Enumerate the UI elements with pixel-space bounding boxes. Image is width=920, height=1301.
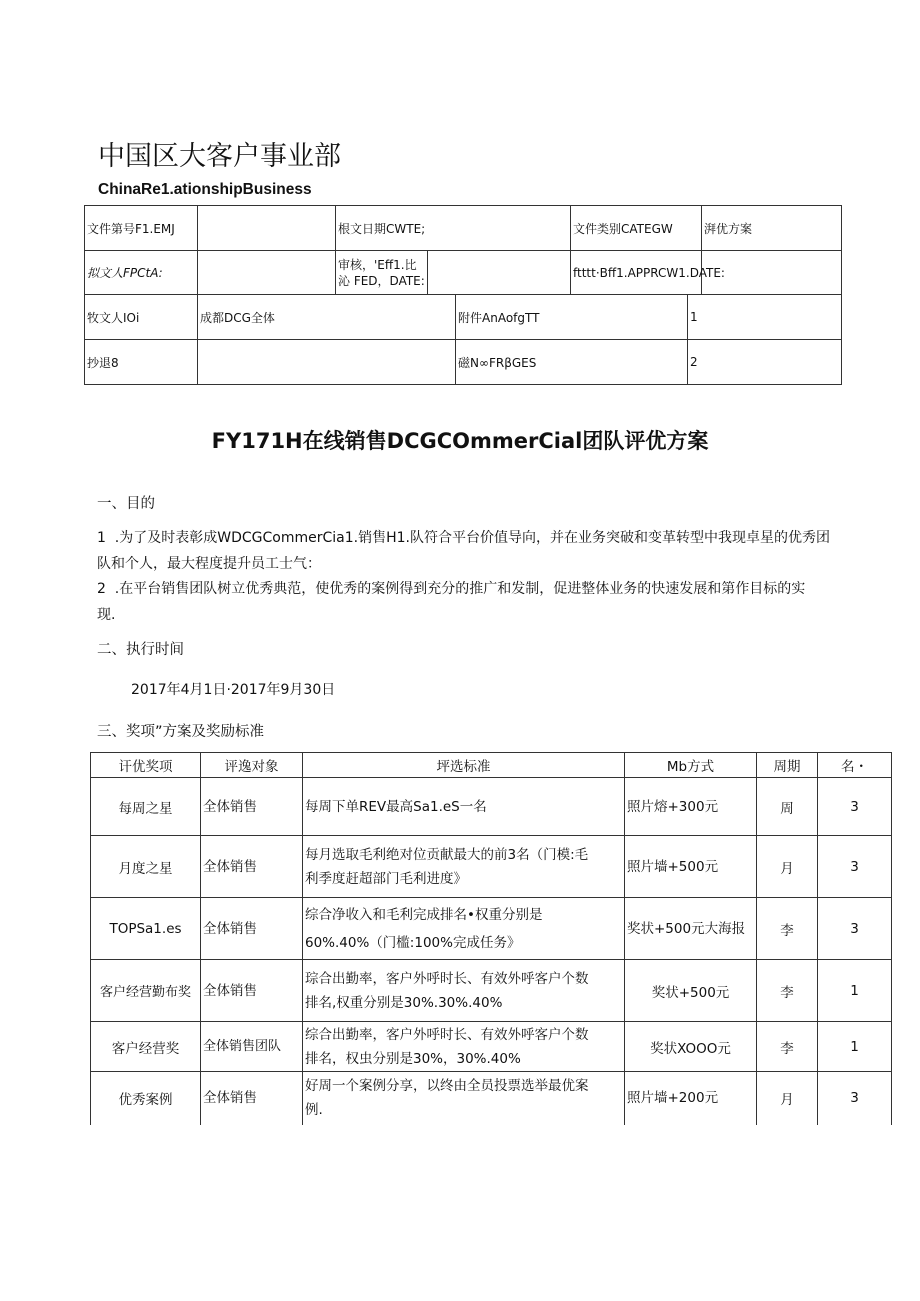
award-criteria <box>303 778 625 836</box>
award-period: 月 <box>757 836 818 898</box>
award-reward: 照片熔+300元 <box>625 778 757 836</box>
purpose-item-2-line-1: 2 .在平台销售团队树立优秀典范，使优秀的案例得到充分的推广和发制，促进整体业务的快速发展和第作目标的实 <box>97 581 806 597</box>
doc-no-label: 文件第号F1.EMJ <box>85 206 198 251</box>
award-criteria <box>303 1072 625 1125</box>
award-name: 客户经营勤布奖 <box>91 960 201 1022</box>
table-row <box>91 1022 892 1072</box>
award-name: 客户经营奖 <box>91 1022 201 1072</box>
header-criteria: 坪选标准 <box>303 753 625 778</box>
header-reward: Mb方式 <box>625 753 757 778</box>
section-3-heading: 三、奖项”方案及奖励标准 <box>97 724 265 740</box>
purpose-item-1-line-2: 队和个人，最大程度提升员工士气： <box>97 556 321 572</box>
criteria-line-1: 每周下单REV最高Sa1.eS一名 <box>305 798 487 815</box>
award-reward: 照片墙+500元 <box>625 836 757 898</box>
section-2-heading: 二、执行时间 <box>97 642 184 658</box>
award-count: 3 <box>818 836 892 898</box>
approve-label: ftttt·Bff1.APPRCW1.DATE: <box>571 251 702 295</box>
award-name: 月度之星 <box>91 836 201 898</box>
award-table-header <box>91 753 892 778</box>
attachment-label: 附件AnAofgTT <box>456 295 688 340</box>
table-row <box>91 1072 892 1125</box>
cc-value <box>198 340 456 385</box>
doc-no-value <box>198 206 336 251</box>
award-target: 全体销售 <box>201 960 303 1022</box>
award-count: 3 <box>818 778 892 836</box>
header-target: 评逸对象 <box>201 753 303 778</box>
header-period: 周期 <box>757 753 818 778</box>
award-count: 3 <box>818 898 892 960</box>
award-count: 1 <box>818 960 892 1022</box>
award-target: 全体销售 <box>201 778 303 836</box>
award-count: 1 <box>818 1022 892 1072</box>
table-row <box>91 836 892 898</box>
award-period: 李 <box>757 960 818 1022</box>
date-label: 根文日期CWTE; <box>336 206 571 251</box>
award-name: 优秀案例 <box>91 1072 201 1125</box>
execution-period: 2017年4月1日·2017年9月30日 <box>131 682 336 698</box>
criteria-line-1: 每月选取毛利绝对位贡献最大的前3名（门模:毛 <box>305 846 589 863</box>
award-reward: 奖状+500元大海报 <box>625 898 757 960</box>
award-target: 全体销售 <box>201 1072 303 1125</box>
purpose-item-2-line-2: 现. <box>97 607 116 623</box>
award-reward: 奖状XOOO元 <box>625 1022 757 1072</box>
pages-label: 磁N∞FRβGES <box>456 340 688 385</box>
award-period: 李 <box>757 898 818 960</box>
award-name: TOPSa1.es <box>91 898 201 960</box>
award-table <box>90 752 892 1125</box>
drafter-value <box>198 251 336 295</box>
award-reward: 奖状+500元 <box>625 960 757 1022</box>
criteria-line-1: 好周一个案例分享，以终由全员投票选举最优案 <box>305 1078 589 1095</box>
award-criteria <box>303 898 625 960</box>
pages-value: 2 <box>688 340 842 385</box>
recipient-label: 牧文人IOi <box>85 295 198 340</box>
document-info-table <box>84 205 842 385</box>
drafter-label: 拟文人FPCtA: <box>85 251 198 295</box>
award-target: 全体销售团队 <box>201 1022 303 1072</box>
review-value <box>428 251 571 295</box>
table-row <box>91 898 892 960</box>
header-count: 名・ <box>818 753 892 778</box>
category-value: 湃优方案 <box>702 206 842 251</box>
document-title: FY171H在线销售DCGCOmmerCial团队评优方案 <box>211 429 709 453</box>
category-label: 文件类别CATEGW <box>571 206 702 251</box>
award-criteria <box>303 836 625 898</box>
award-period: 月 <box>757 1072 818 1125</box>
department-title-cn: 中国区大客户事业部 <box>98 141 341 172</box>
award-name: 每周之星 <box>91 778 201 836</box>
criteria-line-2: 排名，权虫分别是30%，30%.40% <box>305 1050 521 1067</box>
award-period: 李 <box>757 1022 818 1072</box>
criteria-line-2: 利季度赶超部门毛利进度》 <box>305 870 467 887</box>
section-1-heading: 一、目的 <box>97 496 155 512</box>
header-award: 讦优奖项 <box>91 753 201 778</box>
award-criteria <box>303 960 625 1022</box>
award-count: 3 <box>818 1072 892 1125</box>
award-target: 全体销售 <box>201 836 303 898</box>
cc-label: 抄退8 <box>85 340 198 385</box>
award-criteria <box>303 1022 625 1072</box>
criteria-line-1: 琮合出勤率，客户外呼时长、有效外呼客户个数 <box>305 970 589 987</box>
review-label: 审核，'Eff1.比沁 FED，DATE: <box>336 251 428 295</box>
criteria-line-1: 综合出勤率，客户外呼时长、有效外呼客户个数 <box>305 1026 589 1043</box>
award-period: 周 <box>757 778 818 836</box>
award-reward: 照片墙+200元 <box>625 1072 757 1125</box>
criteria-line-2: 排名,权重分别是30%.30%.40% <box>305 994 503 1011</box>
criteria-line-2: 60%.40%（门槛:100%完成任务》 <box>305 934 521 951</box>
award-target: 全体销售 <box>201 898 303 960</box>
table-row <box>91 960 892 1022</box>
department-title-en: ChinaRe1.ationshipBusiness <box>98 181 312 198</box>
attachment-value: 1 <box>688 295 842 340</box>
criteria-line-1: 综合净收入和毛利完成排名•权重分别是 <box>305 906 543 923</box>
purpose-item-1-line-1: 1 .为了及时表彰成WDCGCommerCia1.销售H1.队符合平台价值导向，并在业务突破和变革转型中我现卓星的优秀团 <box>97 530 830 546</box>
recipient-value: 成都DCG全体 <box>198 295 456 340</box>
table-row <box>91 778 892 836</box>
criteria-line-2: 例. <box>305 1102 323 1119</box>
